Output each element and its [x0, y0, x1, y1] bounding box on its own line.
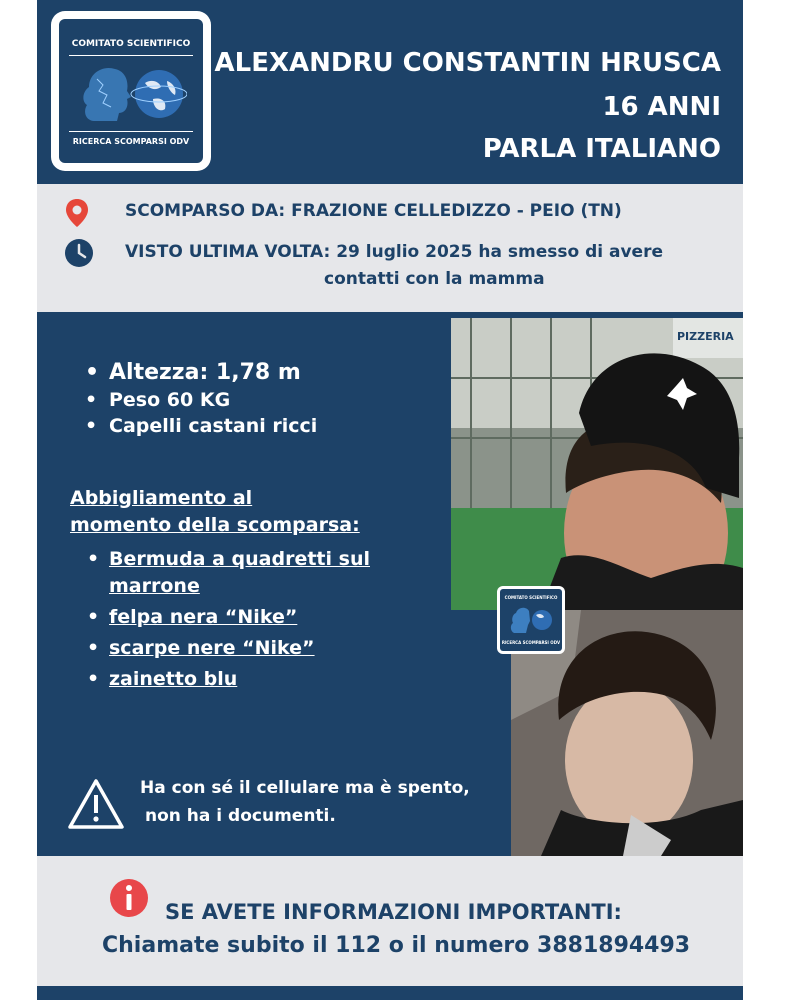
clothing-item: • scarpe nere “Nike” [87, 635, 370, 662]
height-item: • Altezza: 1,78 m [85, 360, 317, 385]
person-photo-1 [451, 318, 743, 610]
pizzeria-sign: PIZZERIA [677, 330, 734, 343]
person-language: PARLA ITALIANO [482, 134, 721, 164]
clothing-heading: Abbigliamento al momento della scomparsa: [70, 487, 360, 536]
warning-icon [67, 778, 125, 830]
info-band [37, 184, 743, 312]
poster-header [37, 0, 743, 184]
last-seen-text-continued: contatti con la mamma [324, 269, 545, 289]
clothing-item: • Bermuda a quadretti sul marrone [87, 546, 370, 600]
missing-from-text: SCOMPARSO DA: FRAZIONE CELLEDIZZO - PEIO (TN) [125, 201, 622, 221]
contact-phone-text: Chiamate subito il 112 o il numero 3881894493 [102, 933, 691, 958]
logo-bottom-text: RICERCA SCOMPARSI ODV [72, 137, 190, 146]
logo-top-text: COMITATO SCIENTIFICO [71, 39, 191, 49]
head-globe-icon [75, 61, 187, 127]
missing-person-poster [37, 0, 743, 1000]
physical-details-list [85, 360, 317, 441]
clothing-item: • felpa nera “Nike” [87, 604, 370, 631]
warning-text: Ha con sé il cellulare ma è spento, non ha i documenti. [140, 778, 470, 826]
bottom-bar [37, 986, 743, 1000]
info-icon [109, 878, 149, 918]
person-age: 16 ANNI [602, 92, 721, 122]
contact-footer [37, 856, 743, 986]
last-seen-text: VISTO ULTIMA VOLTA: 29 luglio 2025 ha smesso di avere [125, 242, 663, 262]
contact-heading: SE AVETE INFORMAZIONI IMPORTANTI: [165, 900, 622, 924]
location-pin-icon [64, 198, 90, 228]
clock-icon [64, 238, 94, 268]
clothing-item: • zainetto blu [87, 666, 370, 693]
head-globe-icon-small [508, 605, 554, 635]
organization-logo-small [497, 586, 565, 654]
hair-item: • Capelli castani ricci [85, 415, 317, 437]
organization-logo [51, 11, 211, 171]
person-name: ALEXANDRU CONSTANTIN HRUSCA [214, 48, 721, 78]
logo-small-bottom-text: RICERCA SCOMPARSI ODV [501, 640, 561, 645]
logo-small-top-text: COMITATO SCIENTIFICO [504, 595, 558, 600]
clothing-list [87, 546, 370, 697]
weight-item: • Peso 60 KG [85, 389, 317, 411]
details-section [37, 312, 743, 856]
